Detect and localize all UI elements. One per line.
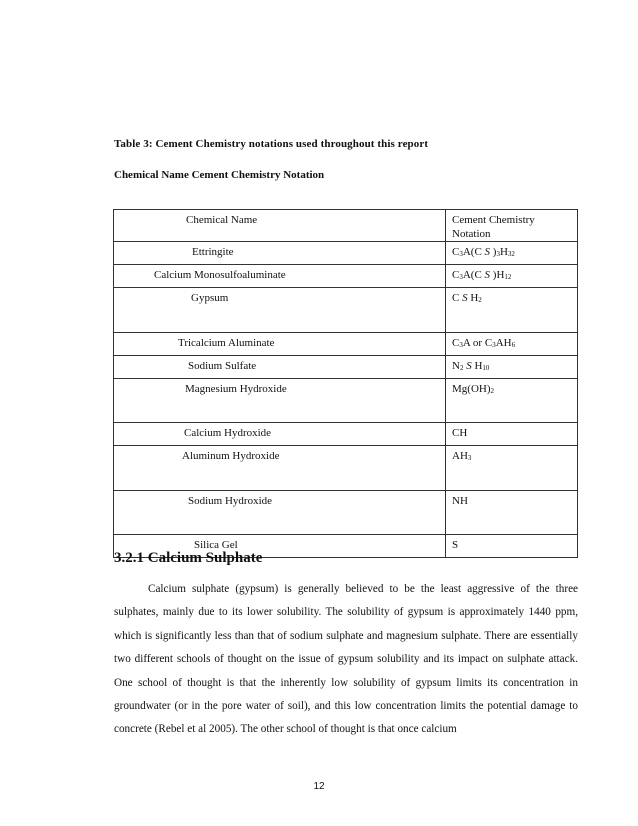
notation-cell: C S $H_2$ <box>446 288 578 333</box>
notation-cell: S <box>446 535 578 558</box>
notation-table <box>113 209 578 558</box>
body-paragraph: Calcium sulphate (gypsum) is generally believed to be the least aggressive of the three sulphates, mainly due to its lower solubility. The solubility of gypsum is approximately 1440 ppm, which is significantly less than that of sodium sulphate and magnesium sulphate. There are essentially two different schools of thought on the issue of gypsum solubility and its impact on sulphate attack. One school of thought is that the inherently low solubility of gypsum limits its concentration in groundwater (or in the pore water of soil), and this low concentration limits the potential damage to concrete (Rebel et al 2005). The other school of thought is that once calcium <box>114 583 578 736</box>
chemical-name-cell: Tricalcium Aluminate <box>114 333 446 356</box>
notation-cell: $AH_3$ <box>446 446 578 491</box>
table-row <box>114 446 578 491</box>
notation-cell: NH <box>446 491 578 535</box>
table-row <box>114 491 578 535</box>
chemical-name-cell: Calcium Hydroxide <box>114 423 446 446</box>
notation-cell: $Mg(OH)_2$ <box>446 379 578 423</box>
table-row <box>114 356 578 379</box>
chemical-name-cell: Silica Gel <box>114 535 446 558</box>
notation-cell: CH <box>446 423 578 446</box>
table-row <box>114 265 578 288</box>
table-row <box>114 379 578 423</box>
chemical-name-cell: Ettringite <box>114 242 446 265</box>
body-text <box>114 578 578 742</box>
chemical-name-cell: Sodium Sulfate <box>114 356 446 379</box>
section-heading: 3.2.1 Calcium Sulphate <box>114 550 263 566</box>
chemical-name-cell: Magnesium Hydroxide <box>114 379 446 423</box>
notation-cell: $N_2$ S $H_{10}$ <box>446 356 578 379</box>
notation-cell: $C_3A$ or $C_3AH_6$ <box>446 333 578 356</box>
chemical-name-cell: Sodium Hydroxide <box>114 491 446 535</box>
table-row <box>114 242 578 265</box>
table-caption: Table 3: Cement Chemistry notations used throughout this report <box>114 138 429 150</box>
table-row <box>114 288 578 333</box>
header-notation: Cement Chemistry Notation <box>446 210 578 242</box>
chemical-name-cell: Gypsum <box>114 288 446 333</box>
table-subcaption: Chemical Name Cement Chemistry Notation <box>114 169 325 181</box>
table-header-row <box>114 210 578 242</box>
header-chemical-name: Chemical Name <box>114 210 446 242</box>
notation-cell: $C_3A(C$ S )$H_{12}$ <box>446 265 578 288</box>
table-row <box>114 333 578 356</box>
page-number: 12 <box>313 781 325 792</box>
table-row <box>114 423 578 446</box>
chemical-name-cell: Calcium Monosulfoaluminate <box>114 265 446 288</box>
notation-cell: $C_3A(C$ S )$_3H_{32}$ <box>446 242 578 265</box>
chemical-name-cell: Aluminum Hydroxide <box>114 446 446 491</box>
